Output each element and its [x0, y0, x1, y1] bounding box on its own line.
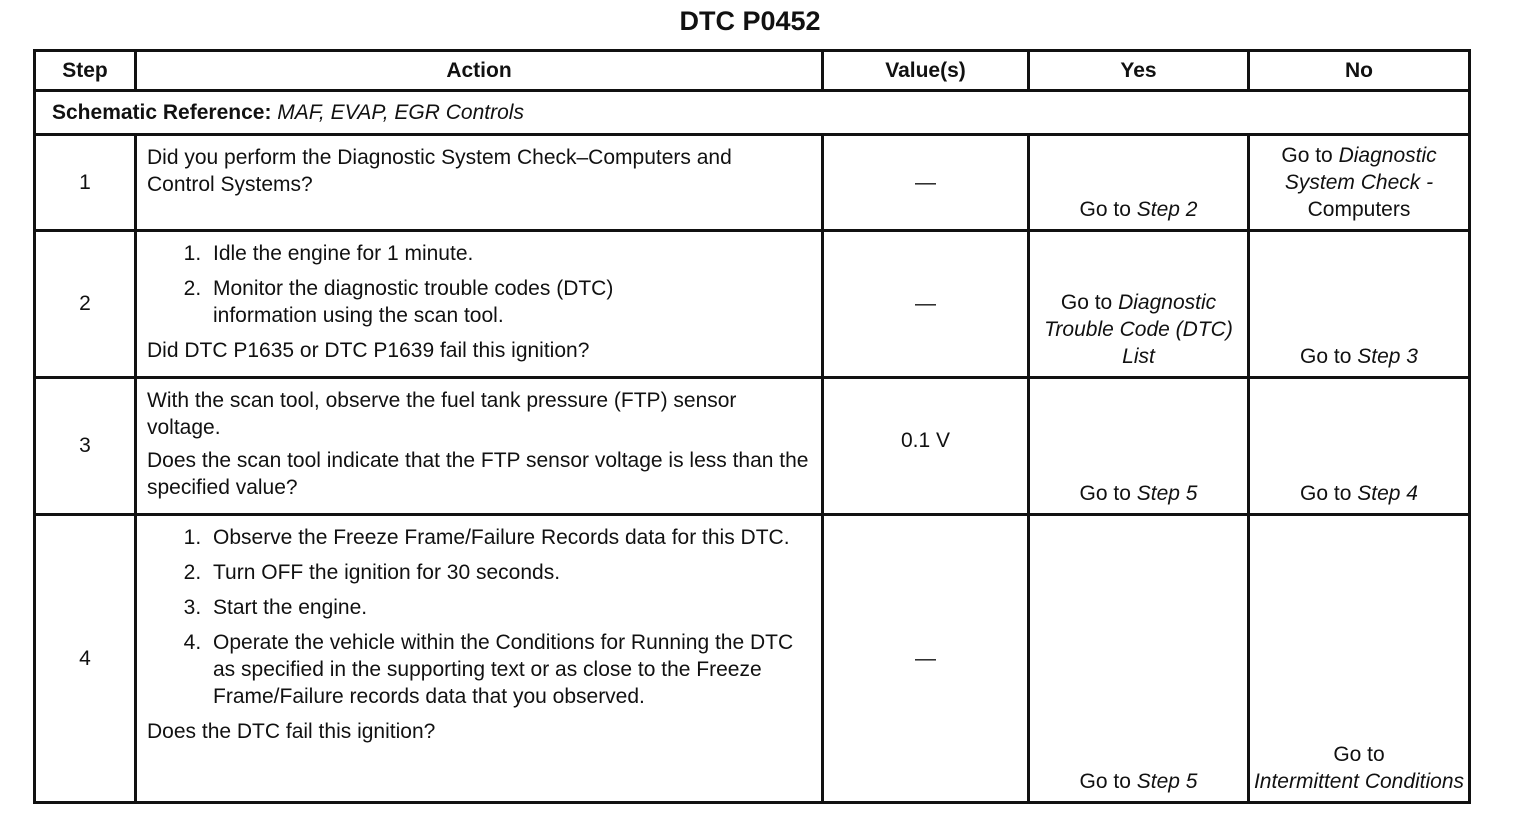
no-prefix: Go to — [1300, 345, 1352, 368]
step-number: 3 — [35, 378, 136, 515]
step-number: 2 — [35, 231, 136, 378]
schematic-reference — [35, 91, 1470, 135]
yes-link[interactable]: Step 2 — [1136, 198, 1198, 221]
no-link[interactable]: Step 3 — [1357, 345, 1418, 368]
table-row — [35, 378, 1470, 515]
diagnostic-table — [33, 49, 1471, 804]
step-number: 4 — [35, 515, 136, 803]
no-cell — [1249, 231, 1470, 378]
action-question: Does the scan tool indicate that the FTP sensor voltage is less than the specified value? — [147, 449, 809, 499]
action-intro: With the scan tool, observe the fuel tank pressure (FTP) sensor voltage. — [147, 389, 737, 439]
no-link[interactable]: Diagnostic System Check - — [1284, 144, 1437, 194]
action-item: 2. Monitor the diagnostic trouble codes (DTC) information using the scan tool. — [207, 275, 811, 329]
yes-prefix: Go to — [1079, 198, 1131, 221]
no-suffix: Computers — [1307, 198, 1411, 221]
page-title: DTC P0452 — [679, 6, 821, 36]
yes-cell — [1029, 515, 1249, 803]
step-number: 1 — [35, 135, 136, 231]
no-prefix: Go to — [1333, 743, 1385, 766]
value-cell: — — [823, 231, 1029, 378]
header-values: Value(s) — [823, 51, 1029, 91]
action-cell — [136, 231, 823, 378]
yes-prefix: Go to — [1079, 482, 1131, 505]
yes-cell — [1029, 378, 1249, 515]
header-row — [35, 51, 1470, 91]
action-item: 4. Operate the vehicle within the Conditions for Running the DTC as specified in the supporting text or as close to the Freeze Frame/Failure records data that you observed. — [207, 629, 811, 710]
action-list — [147, 240, 811, 329]
no-link[interactable]: Step 4 — [1357, 482, 1418, 505]
value-cell: — — [823, 515, 1029, 803]
header-no: No — [1249, 51, 1470, 91]
action-question: Did you perform the Diagnostic System Check–Computers and Control Systems? — [147, 146, 732, 196]
action-item: 3. Start the engine. — [207, 594, 811, 621]
action-cell — [136, 515, 823, 803]
header-step: Step — [35, 51, 136, 91]
action-item: 1. Observe the Freeze Frame/Failure Records data for this DTC. — [207, 524, 811, 551]
yes-prefix: Go to — [1060, 291, 1113, 314]
action-list — [147, 524, 811, 710]
no-prefix: Go to — [1281, 144, 1333, 167]
value-cell: — — [823, 135, 1029, 231]
action-question: Does the DTC fail this ignition? — [147, 720, 436, 743]
action-question: Did DTC P1635 or DTC P1639 fail this ignition? — [147, 339, 590, 362]
schematic-link[interactable]: MAF, EVAP, EGR Controls — [277, 100, 524, 124]
no-prefix: Go to — [1300, 482, 1352, 505]
action-item: 1. Idle the engine for 1 minute. — [207, 240, 811, 267]
schematic-label: Schematic Reference: — [52, 100, 272, 124]
no-cell — [1249, 515, 1470, 803]
yes-link[interactable]: Step 5 — [1136, 482, 1198, 505]
header-action: Action — [136, 51, 823, 91]
yes-link[interactable]: Diagnostic Trouble Code (DTC) List — [1044, 291, 1233, 368]
no-cell — [1249, 135, 1470, 231]
yes-cell — [1029, 135, 1249, 231]
yes-prefix: Go to — [1079, 770, 1131, 793]
schematic-reference-row — [35, 91, 1470, 135]
action-item: 2. Turn OFF the ignition for 30 seconds. — [207, 559, 811, 586]
table-row — [35, 135, 1470, 231]
value-cell: 0.1 V — [823, 378, 1029, 515]
yes-cell — [1029, 231, 1249, 378]
action-cell — [136, 135, 823, 231]
action-cell — [136, 378, 823, 515]
no-cell — [1249, 378, 1470, 515]
header-yes: Yes — [1029, 51, 1249, 91]
table-row — [35, 515, 1470, 803]
yes-link[interactable]: Step 5 — [1136, 770, 1198, 793]
no-link[interactable]: Intermittent Conditions — [1253, 770, 1465, 793]
table-row — [35, 231, 1470, 378]
